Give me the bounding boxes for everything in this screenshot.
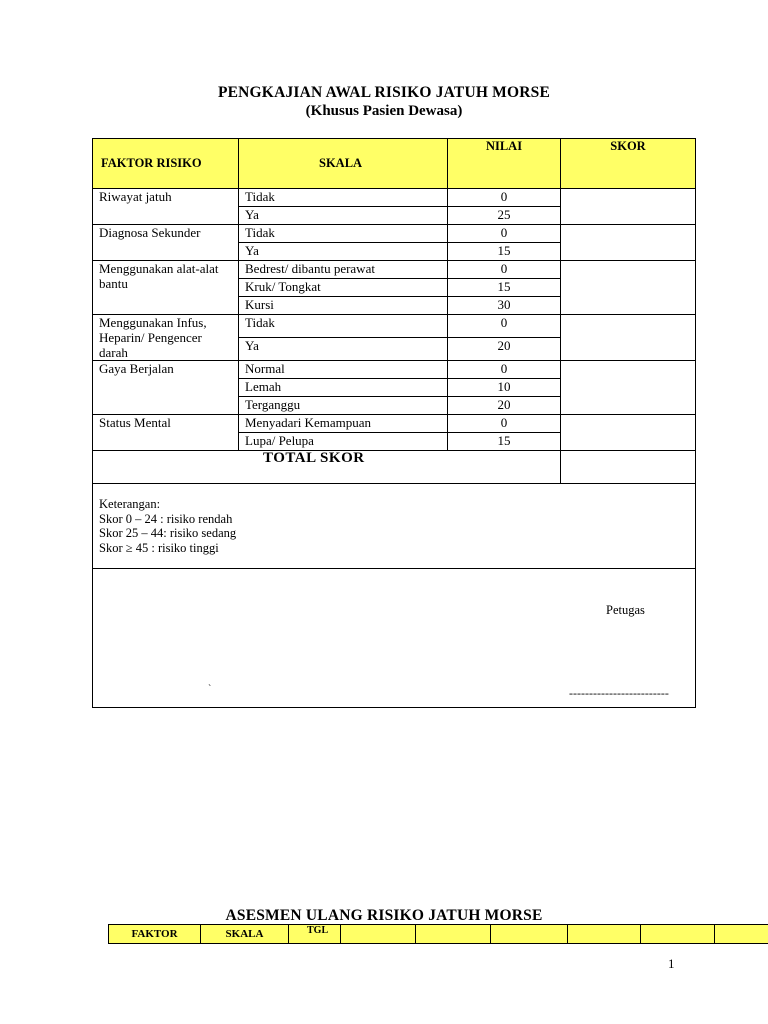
nilai-cell: 25	[448, 207, 561, 225]
date-cell[interactable]	[715, 925, 768, 944]
factor-name: Diagnosa Sekunder	[93, 225, 239, 261]
nilai-cell: 0	[448, 225, 561, 243]
table-row	[93, 225, 696, 243]
nilai-cell: 0	[448, 189, 561, 207]
keterangan-line: Skor 0 – 24 : risiko rendah	[99, 511, 233, 526]
form-subtitle: (Khusus Pasien Dewasa)	[305, 103, 463, 119]
nilai-cell: 30	[448, 297, 561, 315]
header-skala: SKALA	[239, 139, 448, 189]
skor-cell[interactable]	[561, 361, 696, 415]
keterangan-row	[93, 484, 696, 569]
nilai-cell: 20	[448, 397, 561, 415]
skala-cell: Terganggu	[239, 397, 448, 415]
header-tgl: TGL	[289, 925, 341, 944]
factor-rows	[93, 189, 696, 451]
date-cell[interactable]	[568, 925, 641, 944]
nilai-cell: 20	[448, 338, 561, 361]
nilai-cell: 0	[448, 361, 561, 379]
date-cell[interactable]	[416, 925, 491, 944]
skor-cell[interactable]	[561, 415, 696, 451]
total-label: TOTAL SKOR	[93, 451, 561, 484]
nilai-cell: 10	[448, 379, 561, 397]
skala-cell: Bedrest/ dibantu perawat	[239, 261, 448, 279]
header-skala: SKALA	[201, 925, 289, 944]
date-cell[interactable]	[341, 925, 416, 944]
skala-cell: Tidak	[239, 315, 448, 338]
factor-name: Menggunakan alat-alat bantu	[93, 261, 239, 315]
date-cell[interactable]	[491, 925, 568, 944]
factor-name: Status Mental	[93, 415, 239, 451]
table-row	[93, 261, 696, 279]
reassessment-header-row	[109, 925, 768, 944]
table-header-row	[93, 139, 696, 189]
header-nilai: NILAI	[448, 139, 561, 189]
skor-cell[interactable]	[561, 225, 696, 261]
reassessment-table	[108, 924, 768, 944]
nilai-cell: 15	[448, 243, 561, 261]
skala-cell: Normal	[239, 361, 448, 379]
keterangan-line: Skor 25 – 44: risiko sedang	[99, 526, 237, 540]
skor-cell[interactable]	[561, 315, 696, 361]
date-cell[interactable]	[641, 925, 715, 944]
nilai-cell: 0	[448, 261, 561, 279]
total-score-cell[interactable]	[561, 451, 696, 484]
page-number: 1	[668, 956, 675, 971]
form-title: PENGKAJIAN AWAL RISIKO JATUH MORSE	[217, 84, 551, 101]
skala-cell: Tidak	[239, 225, 448, 243]
keterangan-line: Skor ≥ 45 : risiko tinggi	[99, 540, 219, 555]
skala-cell: Lemah	[239, 379, 448, 397]
factor-name: Gaya Berjalan	[93, 361, 239, 415]
table-row	[93, 415, 696, 433]
header-skor: SKOR	[561, 139, 696, 189]
risk-table	[92, 138, 696, 708]
nilai-cell: 15	[448, 279, 561, 297]
table-row	[93, 315, 696, 338]
nilai-cell: 15	[448, 433, 561, 451]
total-row	[93, 451, 696, 484]
header-faktor: FAKTOR	[109, 925, 201, 944]
skor-cell[interactable]	[561, 261, 696, 315]
factor-name: Menggunakan Infus, Heparin/ Pengencer darah	[93, 315, 239, 361]
table-row	[93, 189, 696, 207]
nilai-cell: 0	[448, 415, 561, 433]
skala-cell: Lupa/ Pelupa	[239, 433, 448, 451]
skala-cell: Kursi	[239, 297, 448, 315]
signature-line: -------------------------	[569, 686, 669, 700]
skala-cell: Ya	[239, 243, 448, 261]
skala-cell: Menyadari Kemampuan	[239, 415, 448, 433]
nilai-cell: 0	[448, 315, 561, 338]
skala-cell: Tidak	[239, 189, 448, 207]
skor-cell[interactable]	[561, 189, 696, 225]
keterangan-cell	[93, 484, 696, 569]
table-row	[93, 361, 696, 379]
skala-cell: Ya	[239, 207, 448, 225]
keterangan-title: Keterangan:	[99, 497, 161, 511]
skala-cell: Kruk/ Tongkat	[239, 279, 448, 297]
skala-cell: Ya	[239, 338, 448, 361]
header-faktor: FAKTOR RISIKO	[93, 139, 239, 189]
factor-name: Riwayat jatuh	[93, 189, 239, 225]
second-title: ASESMEN ULANG RISIKO JATUH MORSE	[225, 907, 543, 924]
tick-mark: `	[208, 684, 212, 695]
petugas-label: Petugas	[606, 603, 645, 617]
